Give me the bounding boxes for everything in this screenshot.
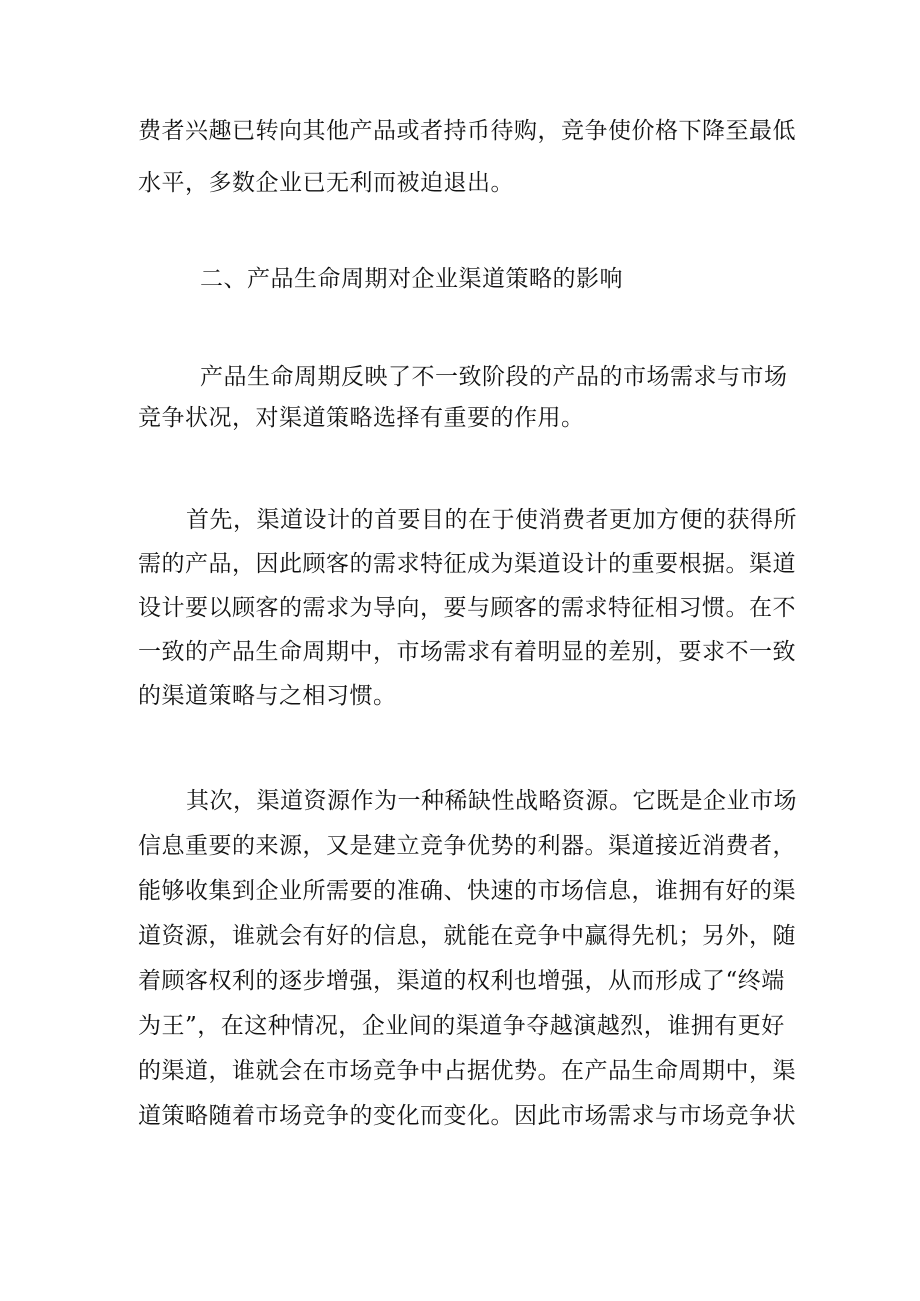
text-line: 道策略随着市场竞争的变化而变化。因此市场需求与市场竞争状 <box>138 1103 796 1129</box>
text-line: 信息重要的来源，又是建立竞争优势的利器。渠道接近消费者， <box>138 833 796 859</box>
text-line: 费者兴趣已转向其他产品或者持币待购，竞争使价格下降至最低 <box>138 118 796 144</box>
text-line: 能够收集到企业所需要的准确、快速的市场信息，谁拥有好的渠 <box>138 878 796 904</box>
text-line: 水平，多数企业已无利而被迫退出。 <box>138 170 514 196</box>
text-line: 道资源，谁就会有好的信息，就能在竞争中赢得先机；另外，随 <box>138 923 796 949</box>
text-line: 需的产品，因此顾客的需求特征成为渠道设计的重要根据。渠道 <box>138 551 796 577</box>
text-line: 其次，渠道资源作为一种稀缺性战略资源。它既是企业市场 <box>186 788 797 814</box>
text-line: 着顾客权利的逐步增强，渠道的权利也增强，从而形成了“终端 <box>138 968 785 994</box>
section-heading: 二、产品生命周期对企业渠道策略的影响 <box>200 266 623 292</box>
text-line: 首先，渠道设计的首要目的在于使消费者更加方便的获得所 <box>186 507 797 533</box>
text-line: 设计要以顾客的需求为导向，要与顾客的需求特征相习惯。在不 <box>138 595 796 621</box>
text-line: 一致的产品生命周期中，市场需求有着明显的差别，要求不一致 <box>138 639 796 665</box>
text-line: 产品生命周期反映了不一致阶段的产品的市场需求与市场 <box>200 364 788 390</box>
text-line: 的渠道策略与之相习惯。 <box>138 683 397 709</box>
text-line: 竞争状况，对渠道策略选择有重要的作用。 <box>138 405 585 431</box>
text-line: 为王”，在这种情况，企业间的渠道争夺越演越烈，谁拥有更好 <box>138 1013 785 1039</box>
text-line: 的渠道，谁就会在市场竞争中占据优势。在产品生命周期中，渠 <box>138 1058 796 1084</box>
